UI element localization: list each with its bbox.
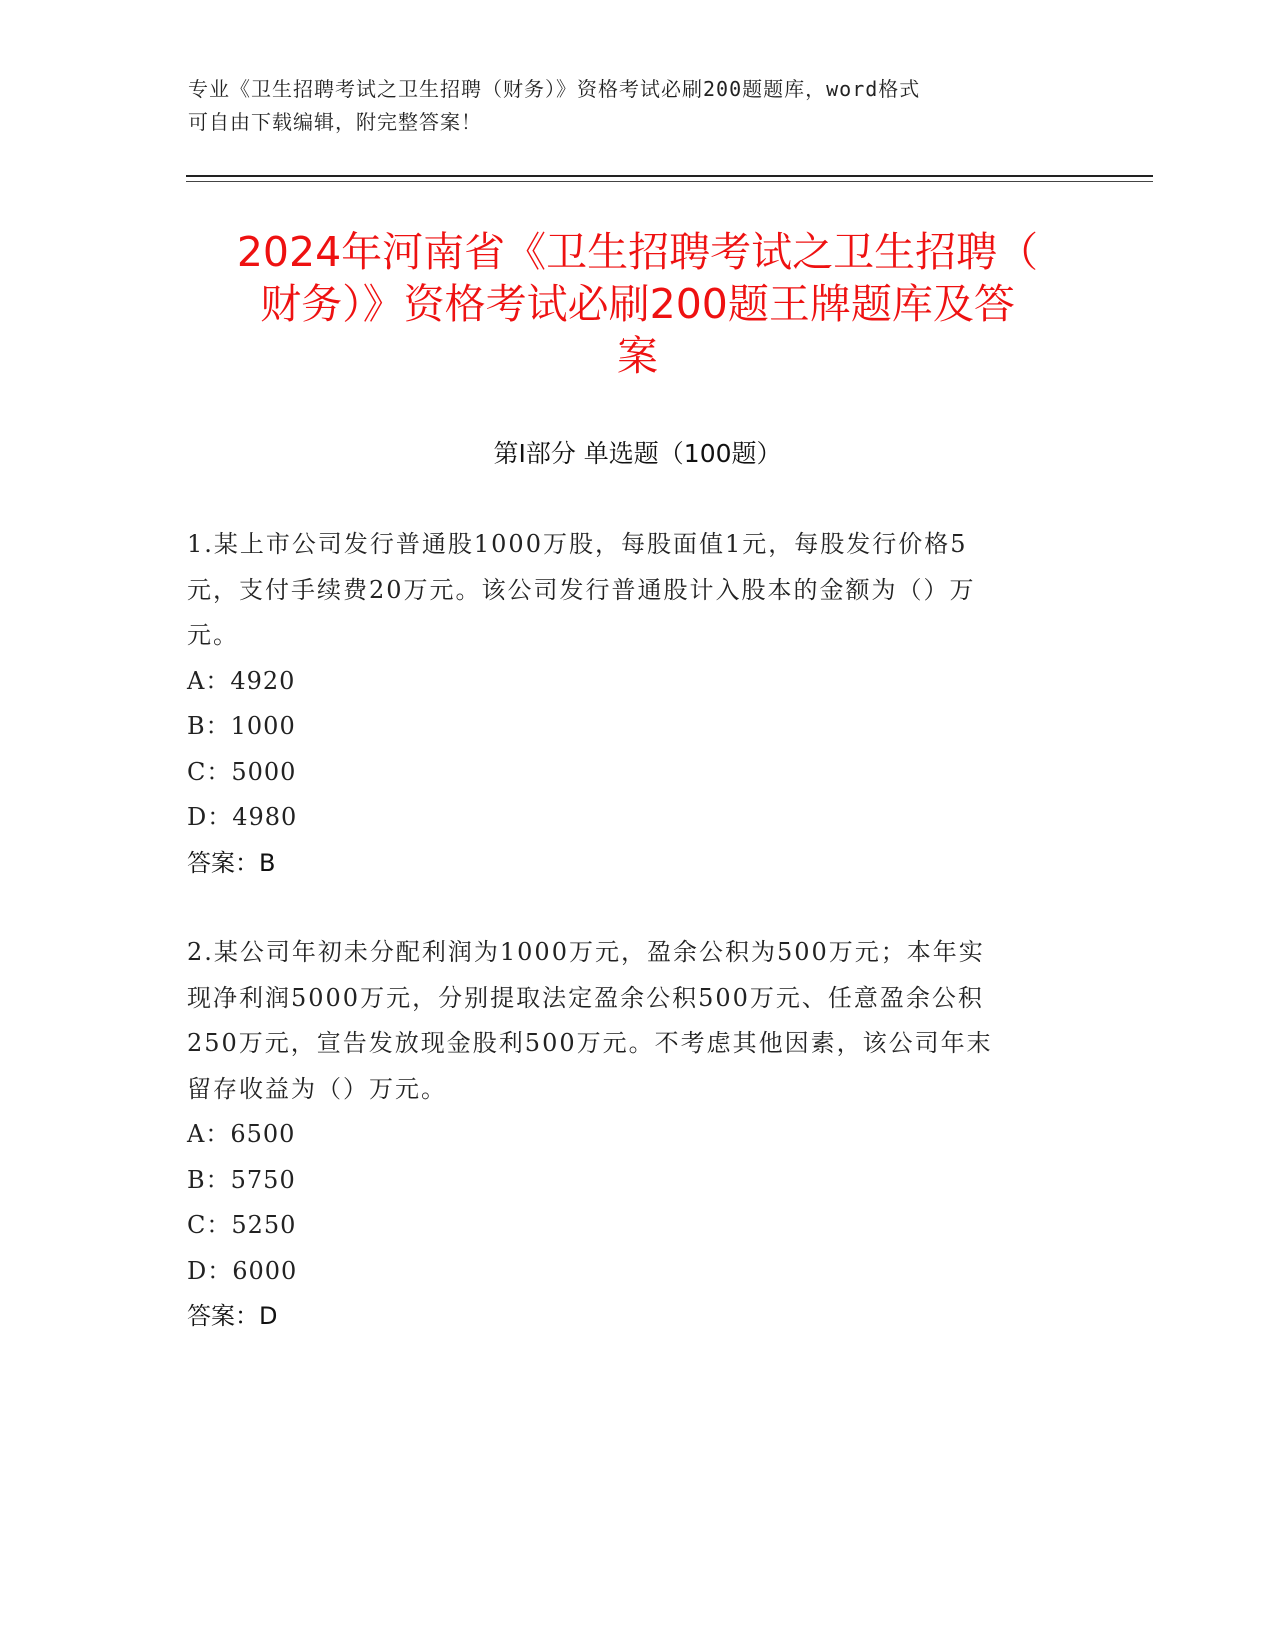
header-note-line-2: 可自由下载编辑，附完整答案！ xyxy=(188,110,482,134)
question-stem-line: 现净利润5000万元，分别提取法定盈余公积500万元、任意盈余公积 xyxy=(187,983,984,1012)
question-stem-line: 元，支付手续费20万元。该公司发行普通股计入股本的金额为（）万 xyxy=(187,575,976,604)
answer: 答案：D xyxy=(187,1302,278,1330)
option-b: B：5750 xyxy=(187,1165,296,1194)
option-d: D：4980 xyxy=(187,803,298,831)
question-2 xyxy=(187,930,1067,1340)
answer: 答案：B xyxy=(187,848,276,877)
header-note-line-1: 专业《卫生招聘考试之卫生招聘（财务）》资格考试必刷200题题库，word格式 xyxy=(188,77,921,101)
question-stem-line: 1.某上市公司发行普通股1000万股，每股面值1元，每股发行价格5 xyxy=(187,530,968,558)
document-title-line-1: 2024年河南省《卫生招聘考试之卫生招聘（ xyxy=(236,228,1039,276)
option-c: C：5250 xyxy=(187,1211,297,1239)
option-c: C：5000 xyxy=(187,757,297,786)
option-d: D：6000 xyxy=(187,1256,298,1285)
header-divider-thick xyxy=(186,175,1153,177)
option-b: B：1000 xyxy=(187,712,296,740)
option-a: A：4920 xyxy=(187,666,296,695)
question-stem-line: 留存收益为（）万元。 xyxy=(187,1074,447,1103)
option-a: A：6500 xyxy=(187,1120,296,1148)
header-note xyxy=(188,73,1068,139)
document-title-line-2: 财务）》资格考试必刷200题王牌题库及答 xyxy=(260,280,1015,328)
question-stem-line: 2.某公司年初未分配利润为1000万元，盈余公积为500万元；本年实 xyxy=(187,938,985,966)
question-1 xyxy=(187,522,1067,886)
question-stem-line: 250万元，宣告发放现金股利500万元。不考虑其他因素，该公司年末 xyxy=(187,1029,993,1057)
section-heading: 第Ⅰ部分 单选题（100题） xyxy=(493,439,782,468)
header-divider-thin xyxy=(186,181,1153,182)
document-title-line-3: 案 xyxy=(617,332,658,380)
document-title xyxy=(180,226,1095,382)
question-stem-line: 元。 xyxy=(187,621,239,649)
